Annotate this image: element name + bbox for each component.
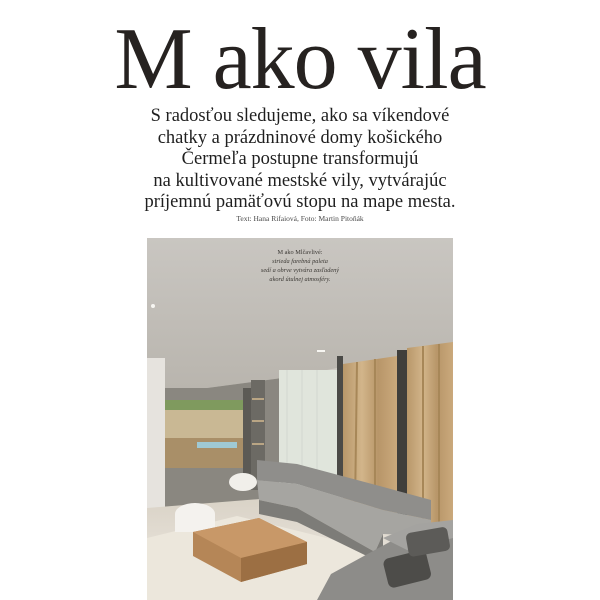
caption-line: akord útulnej atmosféry.	[269, 276, 331, 283]
article-credit: Text: Hana Rifaiová, Foto: Martin Pitoňák	[236, 214, 364, 223]
caption-line	[229, 248, 371, 266]
lead-line: na kultivované mestské vily, vytvárajúc	[153, 170, 447, 191]
caption-text: strieda farebná paleta	[272, 258, 328, 265]
photo-caption	[229, 248, 371, 284]
pouf	[229, 473, 257, 491]
article-lead	[100, 106, 500, 214]
caption-line: sedí a obrve vytvára zasľadený	[260, 267, 340, 274]
lead-line: S radosťou sledujeme, ako sa víkendové	[150, 106, 450, 126]
lead-line: chatky a prázdninové domy košického	[157, 127, 443, 148]
living-room-photo	[147, 238, 453, 600]
article-title: M ako vila	[114, 11, 486, 108]
lead-line: príjemnú pamäťovú stopu na mape mesta.	[144, 192, 456, 212]
lead-line: Čermeľa postupne transformujú	[181, 149, 419, 169]
caption-name: M ako Mlčavlivé:	[277, 249, 323, 256]
